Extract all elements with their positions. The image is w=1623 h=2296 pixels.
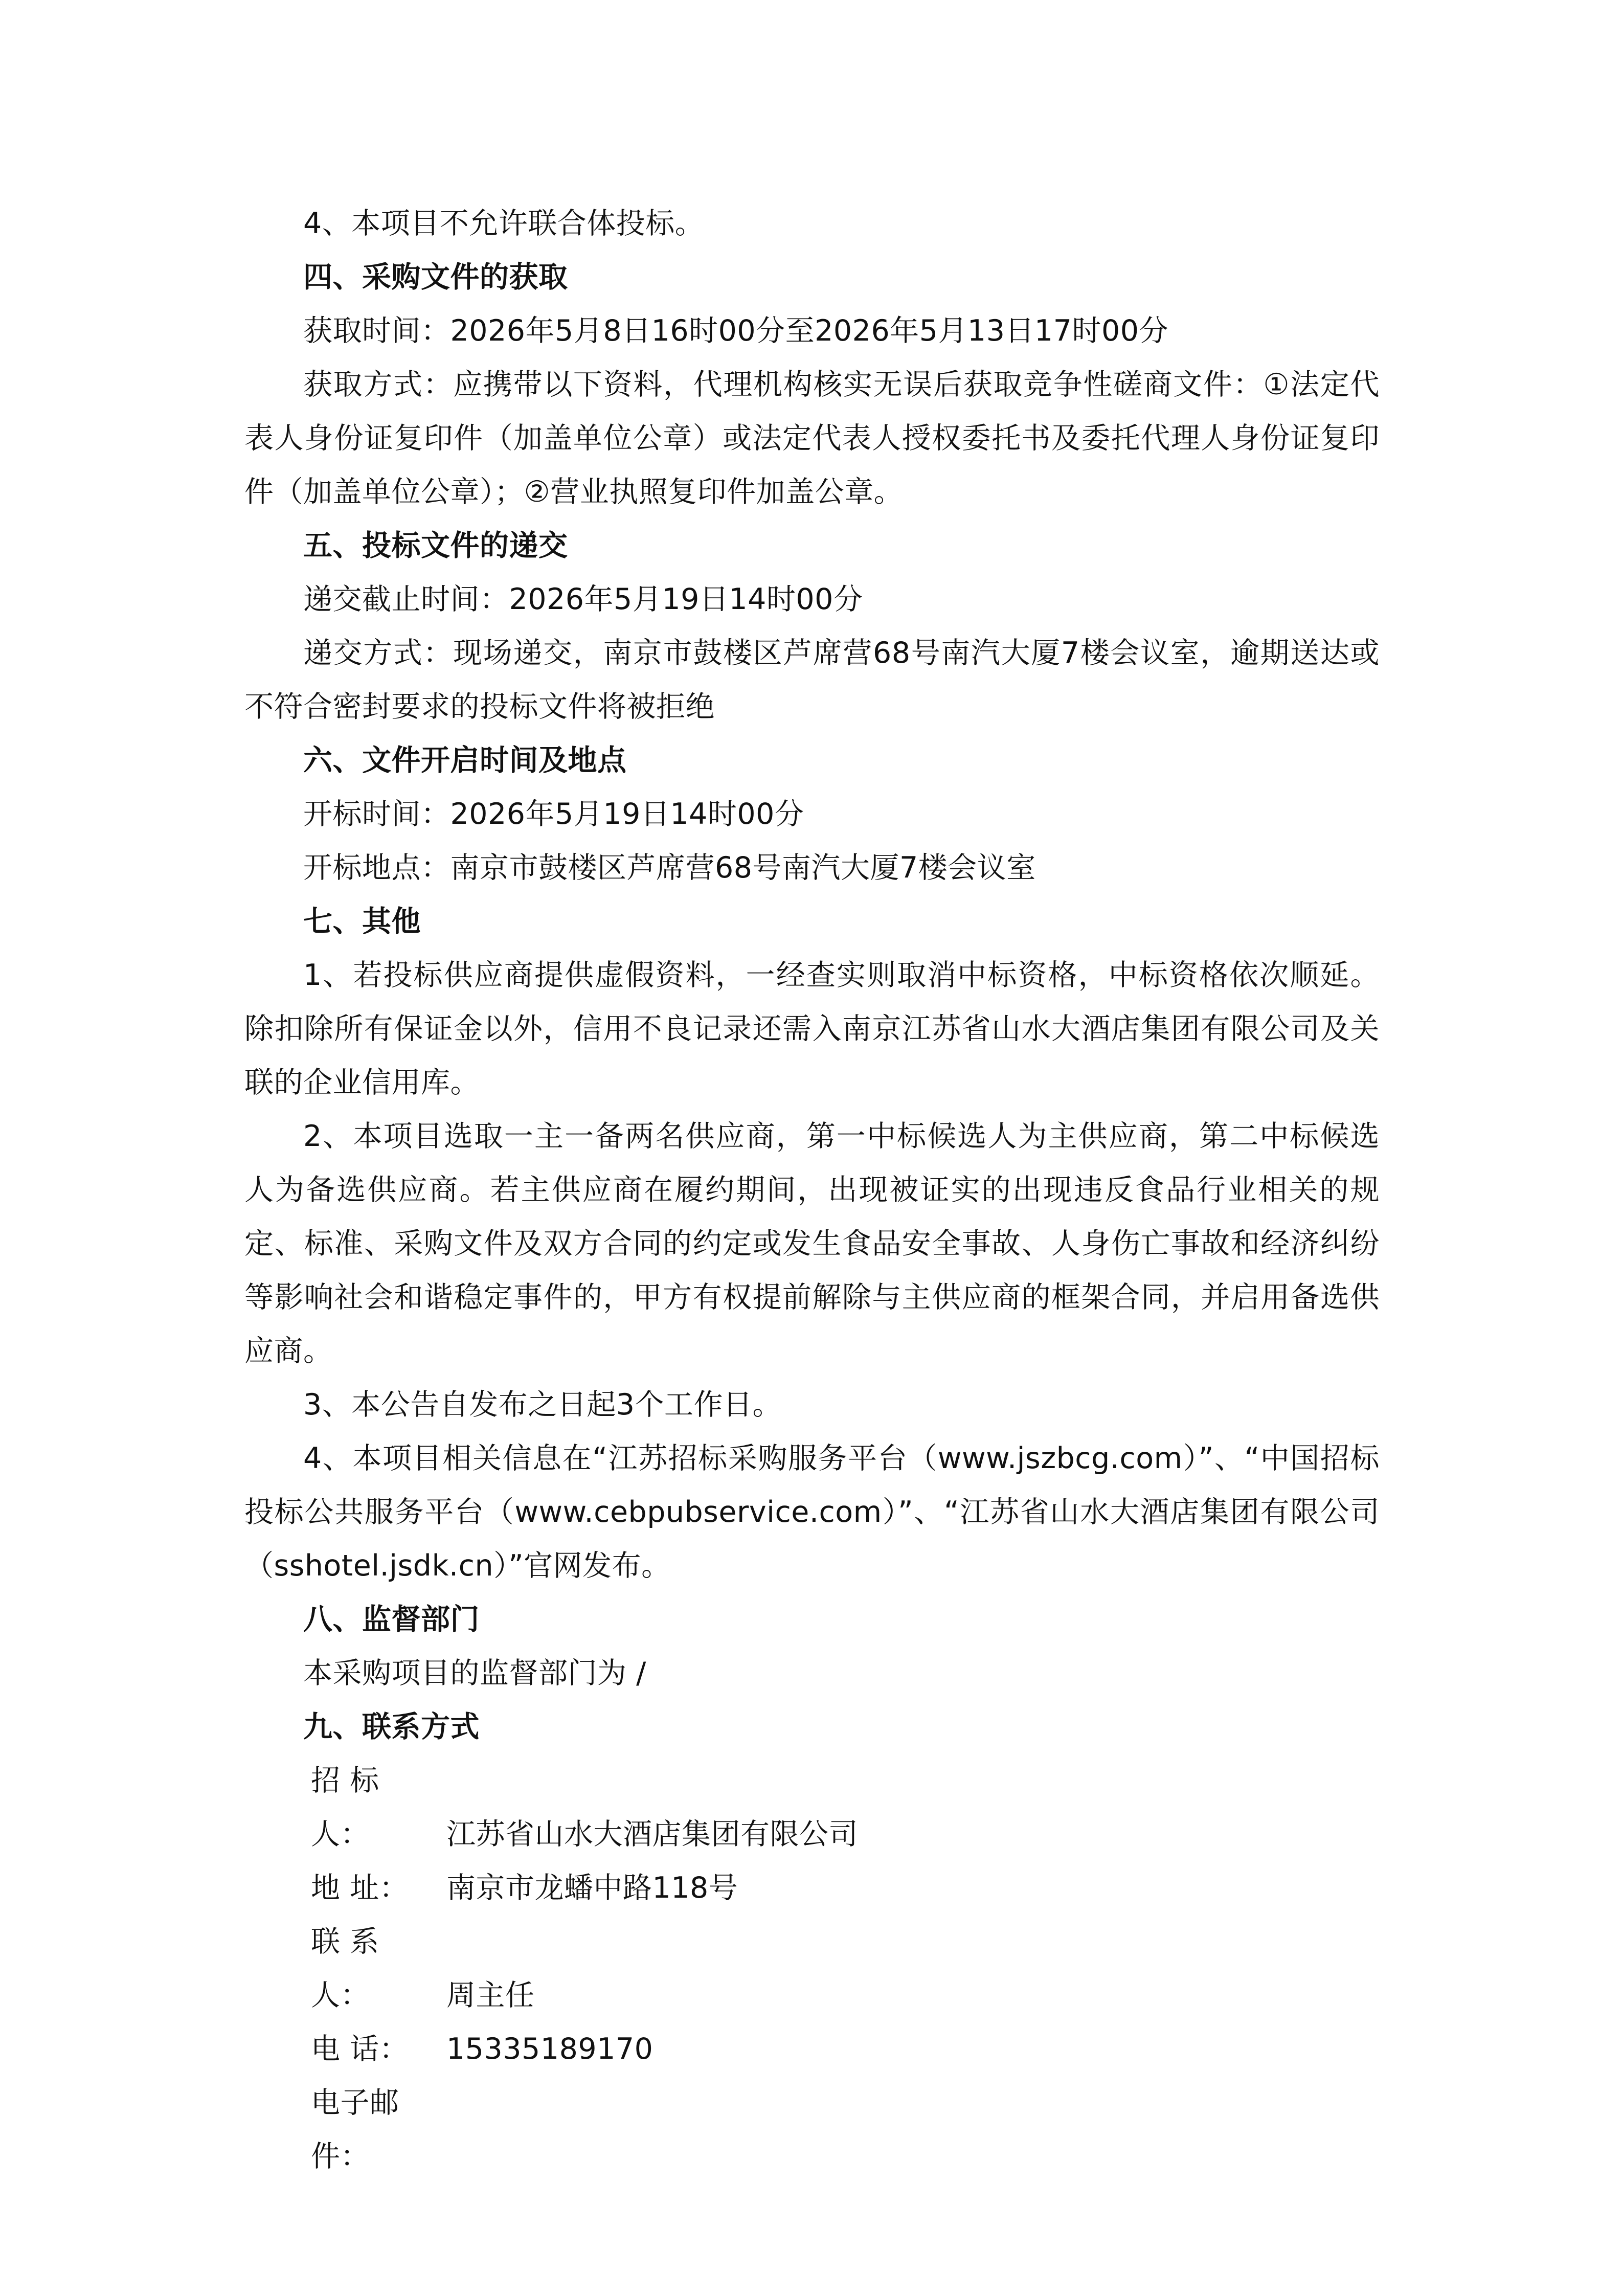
paragraph: 递交截止时间：2026年5月19日14时00分 (303, 582, 863, 616)
section-heading: 四、采购文件的获取 (303, 260, 568, 294)
paragraph: 开标地点：南京市鼓楼区芦席营68号南汽大厦7楼会议室 (303, 851, 1036, 885)
contact-value: 周主任 (446, 1978, 535, 2012)
section-heading: 八、监督部门 (303, 1603, 480, 1636)
contact-value: 江苏省山水大酒店集团有限公司 (446, 1817, 858, 1851)
section-heading: 九、联系方式 (303, 1710, 480, 1744)
paragraph: 获取方式：应携带以下资料，代理机构核实无误后获取竞争性磋商文件：①法定代表人身份证复印件（加盖单位公章）或法定代表人授权委托书及委托代理人身份证复印件（加盖单位公章）；②营业执照复印件加盖公章。 (244, 368, 1380, 509)
contact-row-phone (244, 2022, 1380, 2076)
contact-label: 招 标 人： (311, 1764, 379, 1851)
paragraph: 1、若投标供应商提供虚假资料，一经查实则取消中标资格，中标资格依次顺延。除扣除所有保证金以外，信用不良记录还需入南京江苏省山水大酒店集团有限公司及关联的企业信用库。 (244, 958, 1380, 1099)
contact-label: 地 址： (311, 1871, 409, 1905)
contact-label: 电子邮件： (311, 2086, 399, 2173)
contact-label: 联 系 人： (311, 1925, 379, 2012)
contact-row-tenderer (244, 1754, 1380, 1861)
paragraph: 递交方式：现场递交，南京市鼓楼区芦席营68号南汽大厦7楼会议室，逾期送达或不符合密封要求的投标文件将被拒绝 (244, 636, 1380, 724)
paragraph: 本采购项目的监督部门为 / (303, 1656, 646, 1690)
contact-label: 电 话： (311, 2032, 409, 2066)
section-heading: 六、文件开启时间及地点 (303, 744, 627, 777)
contact-value: 15335189170 (446, 2032, 653, 2066)
paragraph: 3、本公告自发布之日起3个工作日。 (303, 1388, 782, 1422)
paragraph: 4、本项目不允许联合体投标。 (303, 207, 705, 240)
document-body (244, 197, 1380, 2184)
section-heading: 七、其他 (303, 905, 421, 938)
contact-value: 南京市龙蟠中路118号 (446, 1871, 738, 1905)
paragraph: 2、本项目选取一主一备两名供应商，第一中标候选人为主供应商，第二中标候选人为备选供应商。若主供应商在履约期间，出现被证实的出现违反食品行业相关的规定、标准、采购文件及双方合同的约定或发生食品安全事故、人身伤亡事故和经济纠纷等影响社会和谐稳定事件的，甲方有权提前解除与主供应商的框架合同，并启用备选供应商。 (244, 1119, 1380, 1368)
contact-row-address (244, 1861, 1380, 1915)
contact-row-person (244, 1915, 1380, 2022)
paragraph: 4、本项目相关信息在“江苏招标采购服务平台（www.jszbcg.com）”、“中国招标投标公共服务平台（www.cebpubservice.com）”、“江苏省山水大酒店集团有限公司（sshotel.jsdk.cn）”官网发布。 (244, 1442, 1380, 1583)
paragraph: 获取时间：2026年5月8日16时00分至2026年5月13日17时00分 (303, 314, 1169, 348)
section-heading: 五、投标文件的递交 (303, 529, 568, 562)
paragraph: 开标时间：2026年5月19日14时00分 (303, 797, 804, 831)
contact-row-email (244, 2076, 1380, 2184)
